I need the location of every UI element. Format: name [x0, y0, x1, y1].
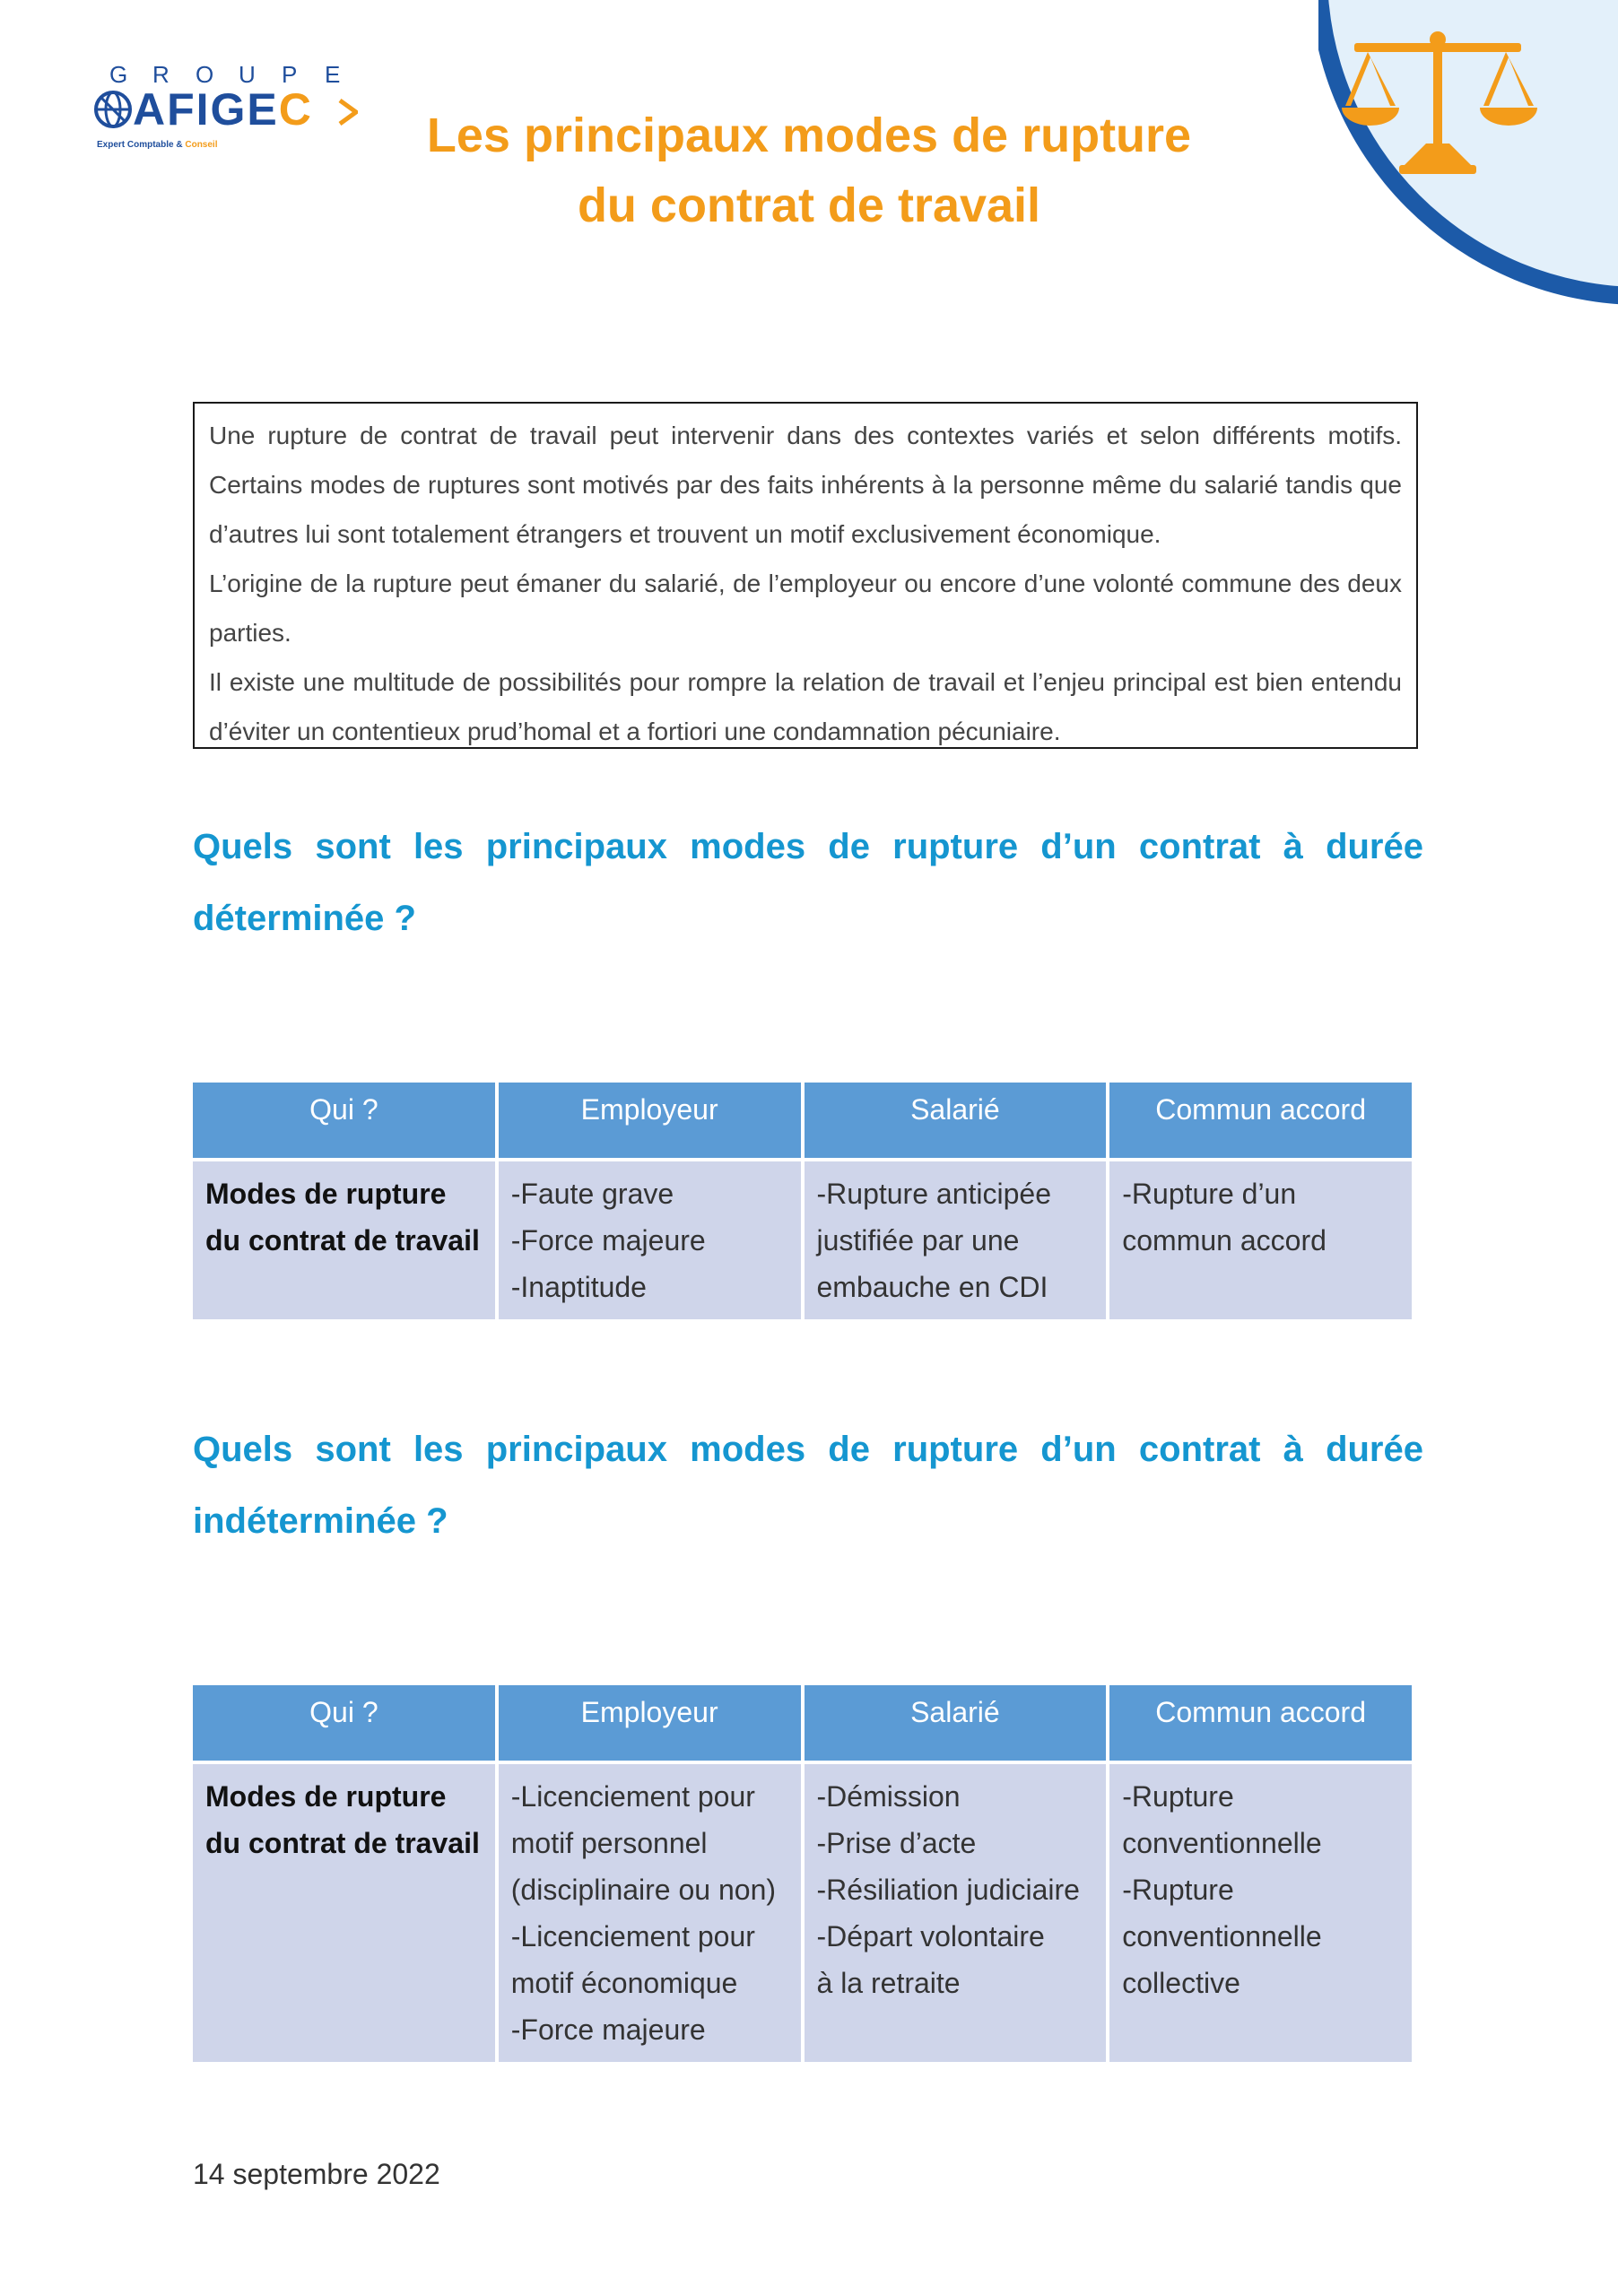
logo-tagline-main: Expert Comptable & [97, 140, 186, 150]
header-commun-accord: Commun accord [1109, 1685, 1412, 1761]
header-commun-accord: Commun accord [1109, 1083, 1412, 1158]
list-item: -Rupture [1122, 1780, 1234, 1813]
header-qui: Qui ? [193, 1685, 495, 1761]
corner-decoration [1318, 0, 1618, 323]
logo-letter: O [196, 61, 214, 88]
logo-name-end: C [278, 84, 313, 135]
table-row [193, 1161, 1412, 1319]
cdi-rupture-table [189, 1682, 1415, 2066]
list-item: conventionnelle [1122, 1920, 1322, 1952]
logo-letter: E [325, 61, 341, 88]
list-item: commun accord [1122, 1224, 1327, 1257]
list-item: -Force majeure [510, 2013, 706, 2046]
table-header-row [193, 1083, 1412, 1158]
list-item: -Prise d’acte [816, 1827, 977, 1859]
logo-letter: P [282, 61, 298, 88]
header-salarie: Salarié [805, 1685, 1107, 1761]
section-heading-cdd: Quels sont les principaux modes de rupture d’un contrat à durée déterminée ? [193, 827, 1423, 938]
logo-letter: R [152, 61, 170, 88]
list-item: embauche en CDI [816, 1271, 1048, 1303]
row-label-line: du contrat de travail [205, 1827, 480, 1859]
logo-tagline [97, 140, 217, 150]
cdd-rupture-table [189, 1079, 1415, 1323]
employeur-cell [499, 1161, 801, 1319]
logo-letter: G [109, 61, 128, 88]
list-item: à la retraite [816, 1967, 961, 1999]
row-label-line: Modes de rupture [205, 1780, 447, 1813]
list-item: -Départ volontaire [816, 1920, 1045, 1952]
commun-accord-cell [1109, 1764, 1412, 2062]
table-row [193, 1764, 1412, 2062]
header-employeur: Employeur [499, 1083, 801, 1158]
header-employeur: Employeur [499, 1685, 801, 1761]
row-label-line: du contrat de travail [205, 1224, 480, 1257]
intro-paragraph: Il existe une multitude de possibilités pour rompre la relation de travail et l’enjeu principal est bien entendu d’éviter un contentieux prud’homal et a fortiori une condamnation pécuniaire. [209, 668, 1402, 745]
logo-tagline-end: Conseil [185, 140, 218, 150]
logo-name [133, 84, 313, 135]
list-item: -Faute grave [510, 1178, 674, 1210]
footer-date: 14 septembre 2022 [193, 2158, 440, 2190]
row-label-cell [193, 1161, 495, 1319]
row-label-cell [193, 1764, 495, 2062]
list-item: -Licenciement pour [510, 1920, 755, 1952]
list-item: collective [1122, 1967, 1240, 1999]
list-item: (disciplinaire ou non) [510, 1874, 777, 1906]
table-header-row [193, 1685, 1412, 1761]
header-qui: Qui ? [193, 1083, 495, 1158]
list-item: -Rupture [1122, 1874, 1234, 1906]
list-item: -Force majeure [510, 1224, 706, 1257]
list-item: -Licenciement pour [510, 1780, 755, 1813]
list-item: -Résiliation judiciaire [816, 1874, 1080, 1906]
section-heading-cdi: Quels sont les principaux modes de rupture d’un contrat à durée indéterminée ? [193, 1430, 1423, 1541]
list-item: -Rupture d’un [1122, 1178, 1297, 1210]
intro-paragraph: Une rupture de contrat de travail peut intervenir dans des contextes variés et selon différents motifs. Certains modes de ruptures sont motivés par des faits inhérents à la personne même du salarié tandis que d’autres lui sont totalement étrangers et trouvent un motif exclusivement économique. [209, 422, 1402, 548]
salarie-cell [805, 1161, 1107, 1319]
globe-icon [93, 90, 133, 129]
header-salarie: Salarié [805, 1083, 1107, 1158]
logo-name-main: AFIGE [133, 84, 279, 135]
salarie-cell [805, 1764, 1107, 2062]
row-label-line: Modes de rupture [205, 1178, 447, 1210]
list-item: -Rupture anticipée [816, 1178, 1051, 1210]
page-title-line1: Les principaux modes de rupture [426, 109, 1192, 162]
page-title [314, 100, 1304, 240]
list-item: justifiée par une [816, 1224, 1020, 1257]
list-item: -Démission [816, 1780, 961, 1813]
list-item: conventionnelle [1122, 1827, 1322, 1859]
commun-accord-cell [1109, 1161, 1412, 1319]
list-item: -Inaptitude [510, 1271, 647, 1303]
list-item: motif personnel [510, 1827, 708, 1859]
logo-letter: U [239, 61, 256, 88]
employeur-cell [499, 1764, 801, 2062]
intro-paragraph: L’origine de la rupture peut émaner du salarié, de l’employeur ou encore d’une volonté commune des deux parties. [209, 570, 1402, 647]
page-title-line2: du contrat de travail [577, 178, 1041, 232]
list-item: motif économique [510, 1967, 738, 1999]
intro-box [193, 402, 1418, 749]
